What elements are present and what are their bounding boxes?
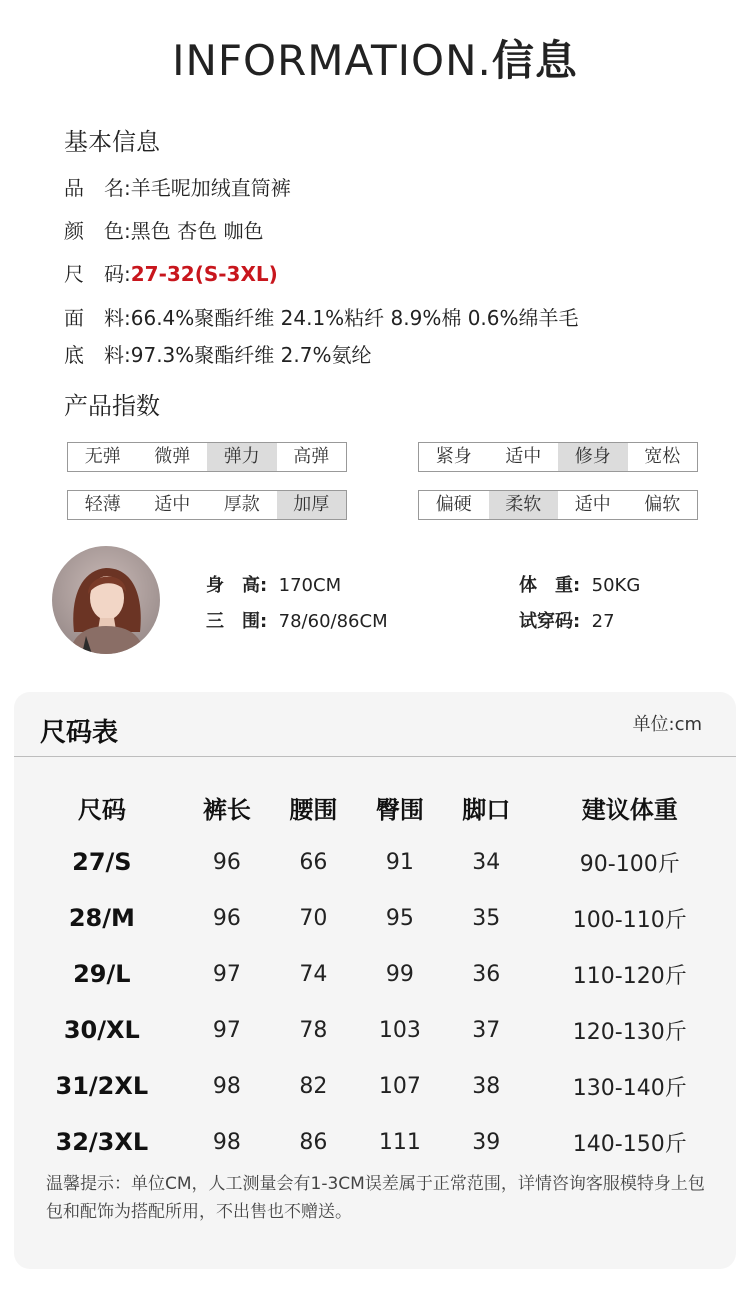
table-cell: 27/S	[72, 848, 132, 876]
info-label: 尺 码:	[64, 262, 131, 286]
col-header: 脚口	[462, 795, 511, 824]
model-trial-size	[519, 607, 615, 633]
thickness-index	[67, 490, 347, 520]
table-cell: 91	[385, 849, 414, 875]
table-cell: 107	[378, 1073, 421, 1099]
table-cell: 32/3XL	[55, 1128, 149, 1156]
table-cell: 97	[212, 961, 241, 987]
table-cell: 98	[212, 1129, 241, 1155]
divider	[14, 756, 736, 757]
index-option: 紧身	[435, 446, 472, 467]
page-title-en: INFORMATION.	[172, 36, 492, 85]
table-cell: 103	[378, 1017, 421, 1043]
table-cell: 120-130斤	[572, 1019, 687, 1045]
page-title-cn: 信息	[491, 36, 578, 85]
table-cell: 95	[385, 905, 414, 931]
fit-index	[418, 442, 698, 472]
info-value: 97.3%聚酯纤维 2.7%氨纶	[130, 343, 372, 367]
index-option: 厚款	[223, 494, 260, 515]
size-chart-unit: 单位:cm	[632, 714, 702, 735]
index-option: 高弹	[293, 446, 330, 467]
table-row	[20, 1002, 730, 1058]
model-avatar	[52, 546, 160, 654]
info-row-lining	[64, 339, 371, 368]
col-header: 尺码	[77, 795, 126, 824]
table-cell: 96	[212, 849, 241, 875]
table-cell: 34	[472, 849, 501, 875]
info-value: 羊毛呢加绒直筒裤	[130, 176, 291, 200]
col-header: 臀围	[375, 795, 424, 824]
table-header-row	[20, 780, 730, 834]
col-header: 建议体重	[581, 795, 678, 824]
table-cell: 86	[299, 1129, 328, 1155]
basic-info-heading: 基本信息	[64, 128, 160, 156]
model-weight-value: 50KG	[591, 575, 641, 596]
model-height-value: 170CM	[278, 575, 342, 596]
info-label: 颜 色:	[64, 219, 131, 243]
table-cell: 100-110斤	[572, 907, 687, 933]
index-option: 适中	[574, 494, 611, 515]
model-measurements	[206, 607, 388, 633]
table-cell: 38	[472, 1073, 501, 1099]
model-height	[206, 571, 341, 597]
index-option-selected: 弹力	[207, 443, 277, 471]
size-chart-title: 尺码表	[40, 718, 119, 748]
index-option: 适中	[505, 446, 542, 467]
index-option: 适中	[154, 494, 191, 515]
info-row-color	[64, 215, 263, 244]
product-index-heading: 产品指数	[64, 392, 160, 420]
softness-index	[418, 490, 698, 520]
model-measure-label: 三 围:	[206, 611, 268, 632]
table-cell: 39	[472, 1129, 501, 1155]
info-label: 面 料:	[64, 306, 131, 330]
info-label: 品 名:	[64, 176, 131, 200]
info-value: 黑色 杏色 咖色	[130, 219, 264, 243]
table-cell: 111	[378, 1129, 421, 1155]
info-row-fabric	[64, 302, 579, 331]
size-table	[20, 780, 730, 1170]
table-cell: 70	[299, 905, 328, 931]
table-row	[20, 890, 730, 946]
info-value: 27-32(S-3XL)	[130, 262, 278, 286]
table-cell: 31/2XL	[55, 1072, 149, 1100]
table-cell: 30/XL	[63, 1016, 140, 1044]
table-cell: 140-150斤	[572, 1131, 687, 1157]
col-header: 裤长	[202, 795, 251, 824]
table-cell: 96	[212, 905, 241, 931]
model-weight-label: 体 重:	[519, 575, 581, 596]
table-row	[20, 834, 730, 890]
table-cell: 99	[385, 961, 414, 987]
size-chart-note: 温馨提示：单位CM，人工测量会有1-3CM误差属于正常范围，详情咨询客服模特身上包包和配饰为搭配所用，不出售也不赠送。	[46, 1174, 705, 1222]
model-weight	[519, 571, 640, 597]
table-cell: 37	[472, 1017, 501, 1043]
table-cell: 110-120斤	[572, 963, 687, 989]
index-option: 微弹	[154, 446, 191, 467]
model-size-label: 试穿码:	[519, 611, 581, 632]
index-option-selected: 柔软	[489, 491, 559, 519]
elasticity-index	[67, 442, 347, 472]
index-option: 偏硬	[435, 494, 472, 515]
model-size-value: 27	[591, 611, 615, 632]
table-cell: 82	[299, 1073, 328, 1099]
index-option: 宽松	[644, 446, 681, 467]
table-row	[20, 1114, 730, 1170]
table-cell: 66	[299, 849, 328, 875]
table-cell: 36	[472, 961, 501, 987]
table-row	[20, 1058, 730, 1114]
info-row-size	[64, 258, 278, 287]
info-label: 底 料:	[64, 343, 131, 367]
model-height-label: 身 高:	[206, 575, 268, 596]
table-cell: 78	[299, 1017, 328, 1043]
index-option: 无弹	[84, 446, 121, 467]
table-cell: 97	[212, 1017, 241, 1043]
index-option: 偏软	[644, 494, 681, 515]
col-header: 腰围	[289, 795, 338, 824]
table-cell: 29/L	[73, 960, 131, 988]
index-option-selected: 修身	[558, 443, 628, 471]
page-title	[0, 28, 750, 88]
table-cell: 74	[299, 961, 328, 987]
info-row-name	[64, 172, 291, 201]
model-measure-value: 78/60/86CM	[278, 611, 388, 632]
table-cell: 35	[472, 905, 501, 931]
table-row	[20, 946, 730, 1002]
index-option: 轻薄	[84, 494, 121, 515]
size-chart-card	[14, 692, 736, 1269]
info-value: 66.4%聚酯纤维 24.1%粘纤 8.9%棉 0.6%绵羊毛	[130, 306, 579, 330]
table-cell: 28/M	[68, 904, 135, 932]
table-cell: 98	[212, 1073, 241, 1099]
table-cell: 130-140斤	[572, 1075, 687, 1101]
index-option-selected: 加厚	[277, 491, 347, 519]
table-cell: 90-100斤	[579, 851, 680, 877]
